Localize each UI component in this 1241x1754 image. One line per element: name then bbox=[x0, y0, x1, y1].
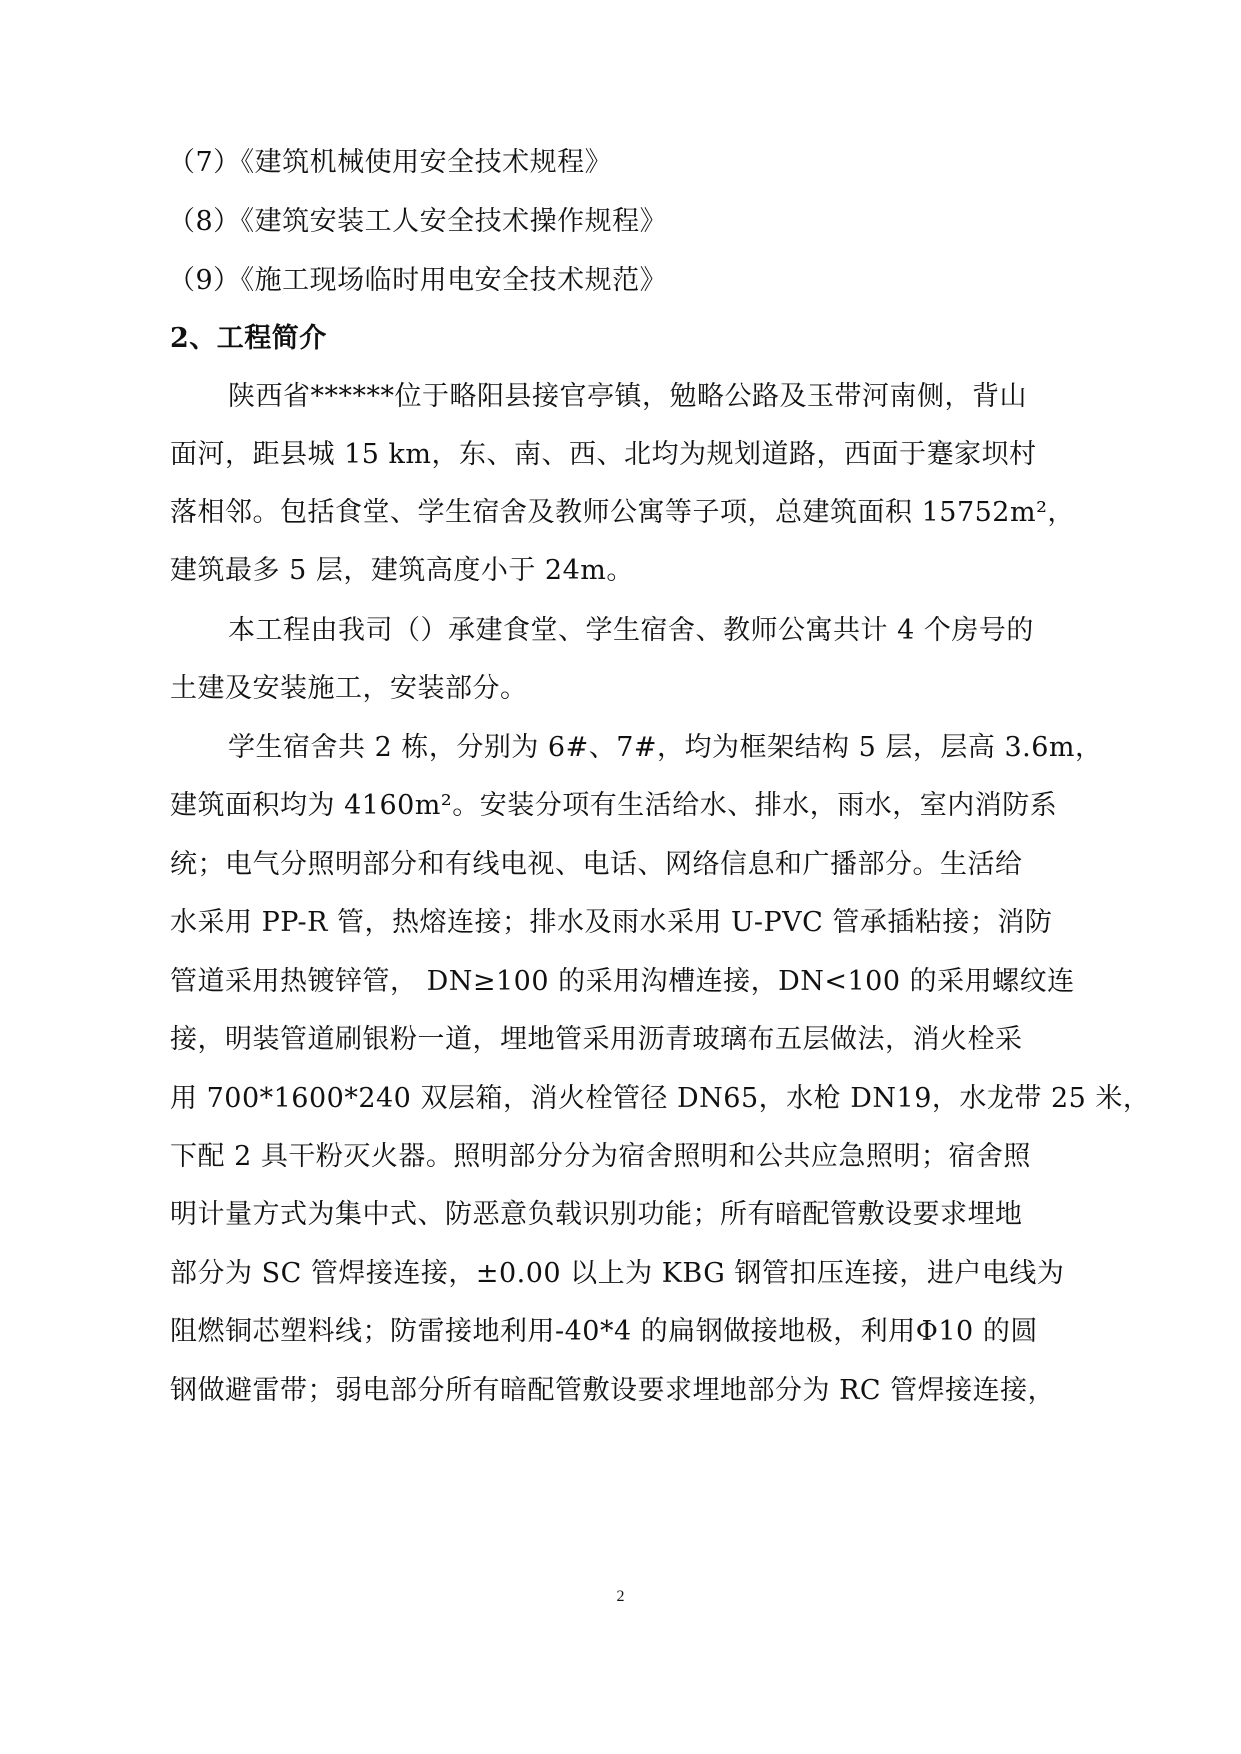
section-heading: 2、工程简介 bbox=[170, 323, 327, 354]
paragraph-1-line: 建筑最多 5 层，建筑高度小于 24m。 bbox=[170, 555, 634, 586]
paragraph-3-line: 阻燃铜芯塑料线；防雷接地利用-40*4 的扁钢做接地极，利用Φ10 的圆 bbox=[170, 1316, 1038, 1347]
reference-item-9: （9）《施工现场临时用电安全技术规范》 bbox=[168, 265, 668, 296]
paragraph-3-line: 钢做避雷带；弱电部分所有暗配管敷设要求埋地部分为 RC 管焊接连接， bbox=[170, 1375, 1056, 1406]
paragraph-3-line: 管道采用热镀锌管， DN≥100 的采用沟槽连接，DN<100 的采用螺纹连 bbox=[170, 966, 1075, 997]
paragraph-3-line: 部分为 SC 管焊接连接，±0.00 以上为 KBG 钢管扣压连接，进户电线为 bbox=[170, 1258, 1065, 1289]
paragraph-3-line: 明计量方式为集中式、防恶意负载识别功能；所有暗配管敷设要求埋地 bbox=[170, 1199, 1023, 1230]
paragraph-3-line: 统；电气分照明部分和有线电视、电话、网络信息和广播部分。生活给 bbox=[170, 849, 1023, 880]
paragraph-3-line: 用 700*1600*240 双层箱，消火栓管径 DN65，水枪 DN19，水龙带 25 米， bbox=[170, 1083, 1151, 1114]
paragraph-3-line: 接，明装管道刷银粉一道，埋地管采用沥青玻璃布五层做法，消火栓采 bbox=[170, 1024, 1023, 1055]
reference-item-8: （8）《建筑安装工人安全技术操作规程》 bbox=[168, 206, 668, 237]
page-number: 2 bbox=[616, 1588, 625, 1605]
paragraph-3-line: 学生宿舍共 2 栋，分别为 6#、7#，均为框架结构 5 层，层高 3.6m， bbox=[228, 732, 1103, 763]
paragraph-3-line: 水采用 PP-R 管，热熔连接；排水及雨水采用 U-PVC 管承插粘接；消防 bbox=[170, 907, 1053, 938]
paragraph-1-line: 面河，距县城 15 km，东、南、西、北均为规划道路，西面于蹇家坝村 bbox=[170, 439, 1037, 470]
reference-item-7: （7）《建筑机械使用安全技术规程》 bbox=[168, 147, 613, 178]
paragraph-3-line: 下配 2 具干粉灭火器。照明部分分为宿舍照明和公共应急照明；宿舍照 bbox=[170, 1141, 1031, 1172]
paragraph-1-line: 陕西省******位于略阳县接官亭镇，勉略公路及玉带河南侧，背山 bbox=[228, 381, 1027, 412]
paragraph-2-line: 土建及安装施工，安装部分。 bbox=[170, 673, 528, 704]
paragraph-3-line: 建筑面积均为 4160m²。安装分项有生活给水、排水，雨水，室内消防系 bbox=[170, 790, 1058, 821]
paragraph-1-line: 落相邻。包括食堂、学生宿舍及教师公寓等子项，总建筑面积 15752m²， bbox=[170, 497, 1075, 528]
paragraph-2-line: 本工程由我司（）承建食堂、学生宿舍、教师公寓共计 4 个房号的 bbox=[228, 615, 1034, 646]
